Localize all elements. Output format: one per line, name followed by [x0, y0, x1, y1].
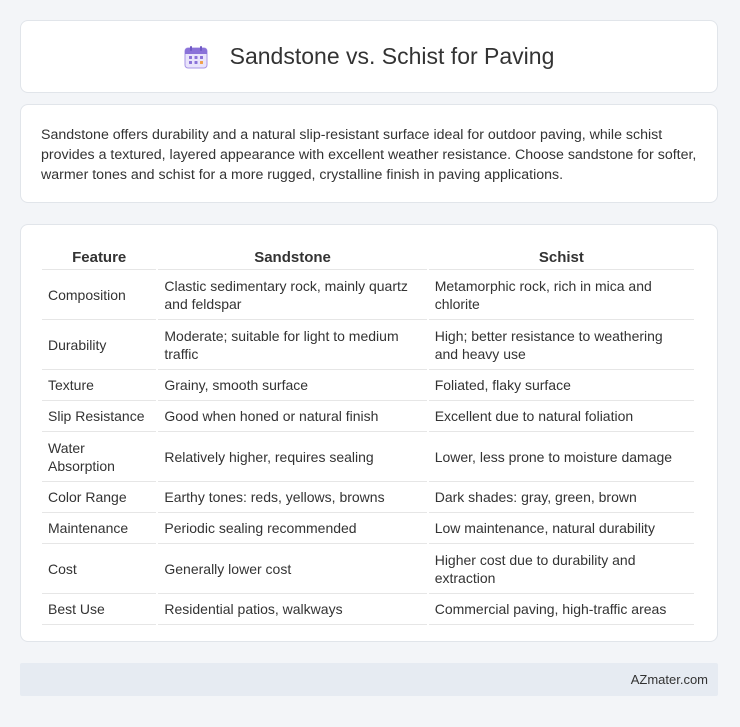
page-title: Sandstone vs. Schist for Paving [229, 43, 555, 69]
table-row [42, 401, 694, 432]
feature-cell: Maintenance [42, 513, 156, 544]
schist-cell: Commercial paving, high-traffic areas [429, 594, 694, 625]
sandstone-cell: Grainy, smooth surface [158, 370, 426, 401]
header-sandstone: Sandstone [158, 245, 426, 270]
schist-cell: High; better resistance to weathering and heavy use [429, 320, 694, 370]
feature-cell: Slip Resistance [42, 401, 156, 432]
table-row [42, 594, 694, 625]
sandstone-cell: Periodic sealing recommended [158, 513, 426, 544]
sandstone-cell: Earthy tones: reds, yellows, browns [158, 482, 426, 513]
header-feature: Feature [42, 245, 156, 270]
schist-cell: Higher cost due to durability and extraction [429, 544, 694, 594]
schist-cell: Lower, less prone to moisture damage [429, 432, 694, 482]
schist-cell: Low maintenance, natural durability [429, 513, 694, 544]
feature-cell: Best Use [42, 594, 156, 625]
sandstone-cell: Moderate; suitable for light to medium traffic [158, 320, 426, 370]
schist-cell: Foliated, flaky surface [429, 370, 694, 401]
table-row [42, 482, 694, 513]
feature-cell: Cost [42, 544, 156, 594]
table-header-row [42, 245, 694, 270]
footer [20, 663, 718, 696]
feature-cell: Water Absorption [42, 432, 156, 482]
sandstone-cell: Generally lower cost [158, 544, 426, 594]
table-row [42, 513, 694, 544]
table-row [42, 320, 694, 370]
table-row [42, 432, 694, 482]
intro-text: Sandstone offers durability and a natural slip-resistant surface ideal for outdoor paving, while schist provides a textured, layered appearance with excellent weather resistance. Choose sandstone for softer, warmer tones and schist for a more rugged, crystalline finish in paving applications. [41, 127, 697, 183]
comparison-table-card [20, 224, 718, 642]
feature-cell: Color Range [42, 482, 156, 513]
sandstone-cell: Relatively higher, requires sealing [158, 432, 426, 482]
feature-cell: Durability [42, 320, 156, 370]
footer-brand[interactable]: AZmater.com [630, 672, 708, 687]
table-row [42, 270, 694, 320]
table-row [42, 370, 694, 401]
schist-cell: Excellent due to natural foliation [429, 401, 694, 432]
calendar-icon [184, 45, 208, 69]
table-row [42, 544, 694, 594]
sandstone-cell: Good when honed or natural finish [158, 401, 426, 432]
feature-cell: Texture [42, 370, 156, 401]
sandstone-cell: Residential patios, walkways [158, 594, 426, 625]
feature-cell: Composition [42, 270, 156, 320]
comparison-table [40, 245, 696, 625]
intro-card [20, 104, 718, 203]
header-schist: Schist [429, 245, 694, 270]
schist-cell: Dark shades: gray, green, brown [429, 482, 694, 513]
schist-cell: Metamorphic rock, rich in mica and chlorite [429, 270, 694, 320]
title-card [20, 20, 718, 93]
sandstone-cell: Clastic sedimentary rock, mainly quartz and feldspar [158, 270, 426, 320]
